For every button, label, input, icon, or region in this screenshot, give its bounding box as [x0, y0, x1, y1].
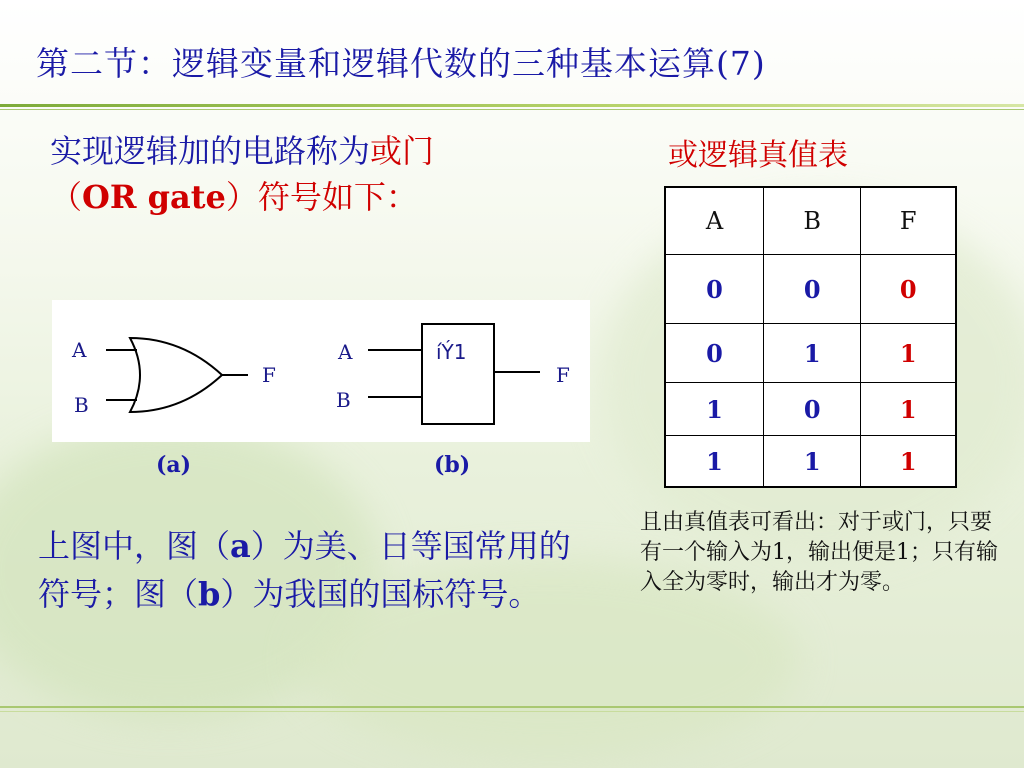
gate-b-output-label: F	[556, 363, 570, 387]
cell-a: 1	[665, 383, 763, 436]
table-row	[665, 255, 956, 324]
truth-table-conclusion: 且由真值表可看出：对于或门，只要有一个输入为1，输出便是1；只有输入全为零时，输出才为零。	[640, 510, 998, 595]
truth-table-header-a: A	[665, 187, 763, 255]
cell-a: 1	[665, 436, 763, 488]
cell-a: 0	[665, 324, 763, 383]
gate-a-output-label: F	[262, 363, 276, 387]
intro-text	[50, 128, 610, 220]
cell-f: 1	[861, 324, 956, 383]
gate-symbols-svg	[52, 300, 590, 442]
cell-b: 1	[763, 324, 860, 383]
footer-divider-thin	[0, 711, 1024, 712]
intro-line2-close: ）符号如下：	[225, 178, 418, 216]
note-part3: ）为我国的国标符号。	[220, 575, 541, 613]
gate-a-input-b-label: B	[74, 393, 89, 417]
gate-b-symbol-label: íÝ1	[436, 340, 467, 364]
note-b: b	[198, 575, 221, 613]
title-divider-thin	[0, 109, 1024, 110]
intro-or-gate-english: OR gate	[82, 178, 226, 216]
truth-table-header-f: F	[861, 187, 956, 255]
symbol-usage-note	[38, 522, 578, 618]
cell-f: 0	[861, 255, 956, 324]
gate-symbols-panel	[52, 300, 590, 442]
cell-b: 0	[763, 383, 860, 436]
note-part1: 上图中，图（	[38, 527, 231, 565]
truth-table-header-b: B	[763, 187, 860, 255]
table-row	[665, 324, 956, 383]
table-row	[665, 383, 956, 436]
title-divider	[0, 104, 1024, 107]
cell-a: 0	[665, 255, 763, 324]
truth-table	[664, 186, 957, 488]
footer-divider	[0, 706, 1024, 708]
gate-b-input-b-label: B	[336, 388, 351, 412]
gate-a-caption: (a)	[156, 452, 192, 478]
intro-or-gate-term: 或门	[370, 132, 435, 170]
or-gate-us-symbol	[106, 338, 248, 412]
gate-a-input-a-label: A	[72, 338, 87, 362]
truth-table-title: 或逻辑真值表	[668, 138, 848, 173]
intro-line2-open: （	[50, 178, 83, 216]
cell-b: 1	[763, 436, 860, 488]
cell-f: 1	[861, 383, 956, 436]
note-part2: ）为美、日等国常用的符号；图（	[38, 527, 571, 613]
cell-f: 1	[861, 436, 956, 488]
or-gate-cn-symbol	[368, 324, 540, 424]
slide-title: 第二节：逻辑变量和逻辑代数的三种基本运算(7)	[36, 44, 766, 83]
gate-b-caption: (b)	[434, 452, 471, 478]
cell-b: 0	[763, 255, 860, 324]
intro-line1-prefix: 实现逻辑加的电路称为	[50, 132, 371, 170]
gate-b-input-a-label: A	[338, 340, 353, 364]
truth-table-header-row	[665, 187, 956, 255]
note-a: a	[230, 527, 251, 565]
table-row	[665, 436, 956, 488]
